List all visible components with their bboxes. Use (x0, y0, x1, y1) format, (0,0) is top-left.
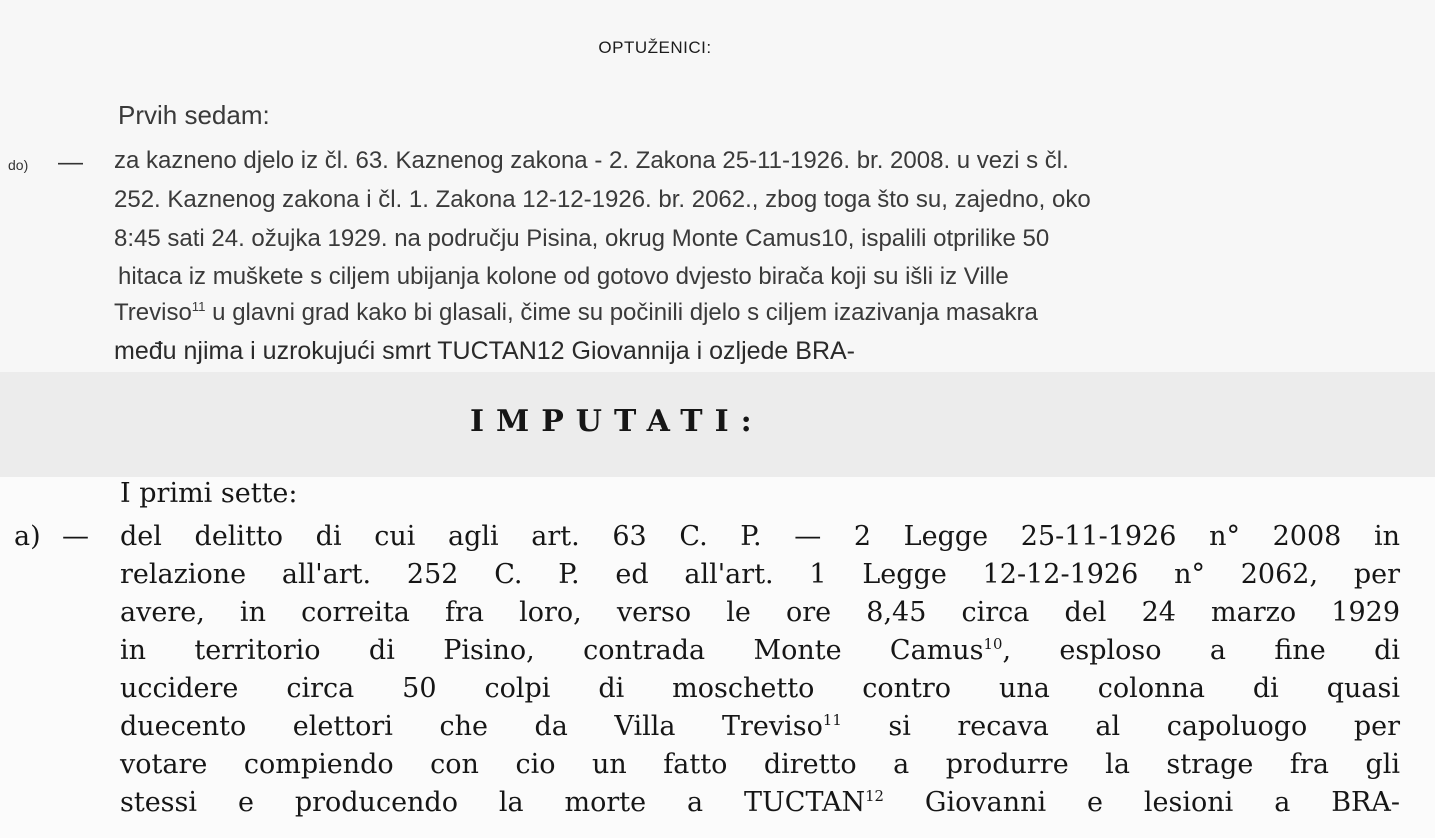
translation-item-marker: do) (8, 157, 29, 173)
translation-text: u glavni grad kako bi glasali, čime su počinili djelo s ciljem izazivanja masakra (212, 299, 1038, 326)
translation-subheading: Prvih sedam: (118, 100, 270, 130)
translation-line: 8:45 sati 24. ožujka 1929. na području Pisina, okrug Monte Camus10, ispalili otprilike 50 (114, 225, 1050, 252)
translation-line: za kazneno djelo iz čl. 63. Kaznenog zakona - 2. Zakona 25-11-1926. br. 2008. u vezi s čl. (114, 147, 1069, 174)
original-line (120, 787, 1400, 818)
original-line (120, 711, 1400, 742)
translation-block (0, 0, 1435, 372)
original-line: votare compiendo con cio un fatto diretto a produrre la strage fra gli (120, 749, 1400, 780)
original-line: relazione all'art. 252 C. P. ed all'art. 1 Legge 12-12-1926 n° 2062, per (120, 559, 1400, 590)
original-text: Giovanni e lesioni a BRA- (884, 787, 1401, 818)
translation-heading: OPTUŽENICI: (598, 38, 712, 57)
original-subheading: I primi sette: (120, 478, 298, 509)
original-heading: IMPUTATI: (470, 404, 764, 439)
footnote-ref: 11 (822, 711, 842, 729)
footnote-ref: 12 (865, 787, 884, 805)
original-dash: — (62, 521, 89, 552)
original-text: si recava al capoluogo per (841, 711, 1400, 742)
translation-line: među njima i uzrokujući smrt TUCTAN12 Giovannija i ozljede BRA- (114, 337, 856, 365)
translation-dash: — (58, 148, 83, 176)
original-line: del delitto di cui agli art. 63 C. P. — 2 Legge 25-11-1926 n° 2008 in (120, 521, 1400, 552)
original-line (120, 635, 1400, 666)
original-text: , esploso a fine di (1002, 635, 1400, 666)
original-text: in territorio di Pisino, contrada Monte Camus (120, 635, 984, 666)
original-line: avere, in correita fra loro, verso le ore 8,45 circa del 24 marzo 1929 (120, 597, 1400, 628)
original-item-marker: a) (14, 521, 41, 552)
original-text: stessi e producendo la morte a TUCTAN (120, 787, 866, 818)
translation-line: 252. Kaznenog zakona i čl. 1. Zakona 12-12-1926. br. 2062., zbog toga što su, zajedno, oko (114, 186, 1091, 213)
translation-line: hitaca iz muškete s ciljem ubijanja kolone od gotovo dvjesto birača koji su išli iz Ville (118, 263, 1009, 290)
translation-line (114, 299, 1038, 327)
original-line: uccidere circa 50 colpi di moschetto contro una colonna di quasi (120, 673, 1400, 704)
translation-word: Treviso (114, 299, 192, 326)
footnote-ref: 11 (191, 299, 206, 314)
original-text: duecento elettori che da Villa Treviso (120, 711, 823, 742)
footnote-ref: 10 (983, 635, 1003, 653)
original-scan (0, 372, 1435, 838)
